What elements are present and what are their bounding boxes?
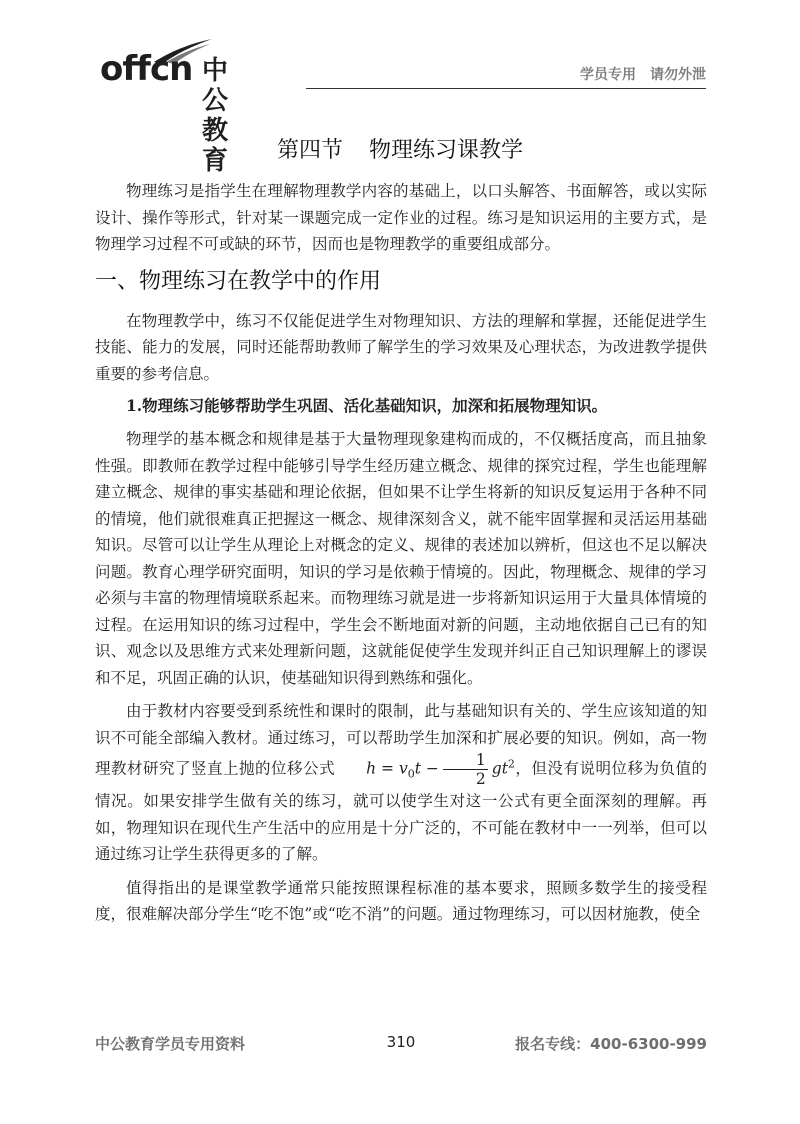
subheading-consolidate-knowledge: 1.物理练习能够帮助学生巩固、活化基础知识，加深和拓展物理知识。	[126, 396, 608, 415]
document-body	[95, 178, 707, 928]
header-notice-do-not-share: 请勿外泄	[650, 67, 706, 83]
logo-chinese-text: 中公教育	[202, 56, 229, 176]
textbook-limits-text-b: ，但没有说明位移为负值的情况。如果安排学生做有关的练习，就可以使学生对这一公式有更全面深刻的理解。再如，物理知识在现代生产生活中的应用是十分广泛的，不可能在教材中一一列举，但可以通过练习让学生获得更多的了解。	[95, 759, 707, 864]
formula-fraction: $\frac{1}{2}$	[443, 751, 488, 788]
section-number: 第四节	[276, 138, 343, 163]
page-number: 310	[386, 1033, 416, 1051]
textbook-limits-text-a: 由于教材内容要受到系统性和课时的限制，此与基础知识有关的、学生应该知道的知识不可能全部编入教材。通过练习，可以帮助学生加深和扩展必要的知识。例如，高一物理教材研究了竖直上抛的位移公式	[95, 702, 707, 778]
footer-material-label: 中公教育学员专用资料	[95, 1035, 246, 1053]
header-divider	[306, 88, 706, 89]
footer-hotline: 报名专线：400-6300-999	[515, 1035, 707, 1053]
displacement-formula: $h = v_0t$ − $\frac{1}{2}$ $gt^2$	[366, 751, 515, 788]
intro-paragraph: 物理练习是指学生在理解物理教学内容的基础上，以口头解答、书面解答，或以实际设计、操作等形式，针对某一课题完成一定作业的过程。练习是知识运用的主要方式，是物理学习过程不可或缺的环节，因而也是物理教学的重要组成部分。	[95, 182, 707, 253]
logo-latin-text: offcn	[100, 49, 193, 89]
role-paragraph: 在物理教学中，练习不仅能促进学生对物理知识、方法的理解和掌握，还能促进学生技能、能力的发展，同时还能帮助教师了解学生的学习效果及心理状态，为改进教学提供重要的参考信息。	[95, 311, 707, 383]
textbook-limits-paragraph	[95, 698, 707, 868]
section-name: 物理练习课教学	[369, 138, 524, 163]
header-notice-students-only: 学员专用	[580, 67, 636, 83]
page-footer	[95, 1033, 707, 1057]
section-title	[0, 133, 800, 164]
heading-role-of-exercises: 一、物理练习在教学中的作用	[95, 268, 382, 294]
differentiated-paragraph: 值得指出的是课堂教学通常只能按照课程标准的基本要求，照顾多数学生的接受程度，很难解决部分学生“吃不饱”或“吃不消”的问题。通过物理练习，可以因材施教，使全	[95, 878, 707, 924]
header-notice	[580, 64, 706, 84]
concepts-paragraph: 物理学的基本概念和规律是基于大量物理现象建构而成的，不仅概括度高，而且抽象性强。即教师在教学过程中能够引导学生经历建立概念、规律的探究过程，学生也能理解建立概念、规律的事实基础和理论依据，但如果不让学生将新的知识反复运用于各种不同的情境，他们就很难真正把握这一概念、规律深刻含义，就不能牢固掌握和灵活运用基础知识。尽管可以让学生从理论上对概念的定义、规律的表述加以辨析，但这也不足以解决问题。教育心理学研究面明，知识的学习是依赖于情境的。因此，物理概念、规律的学习必须与丰富的物理情境联系起来。而物理练习就是进一步将新知识运用于大量具体情境的过程。在运用知识的练习过程中，学生会不断地面对新的问题，主动地依据自己已有的知识、观念以及思维方式来处理新问题，这就能促使学生发现并纠正自己知识理解上的谬误和不足，巩固正确的认识，使基础知识得到熟练和强化。	[95, 430, 707, 687]
